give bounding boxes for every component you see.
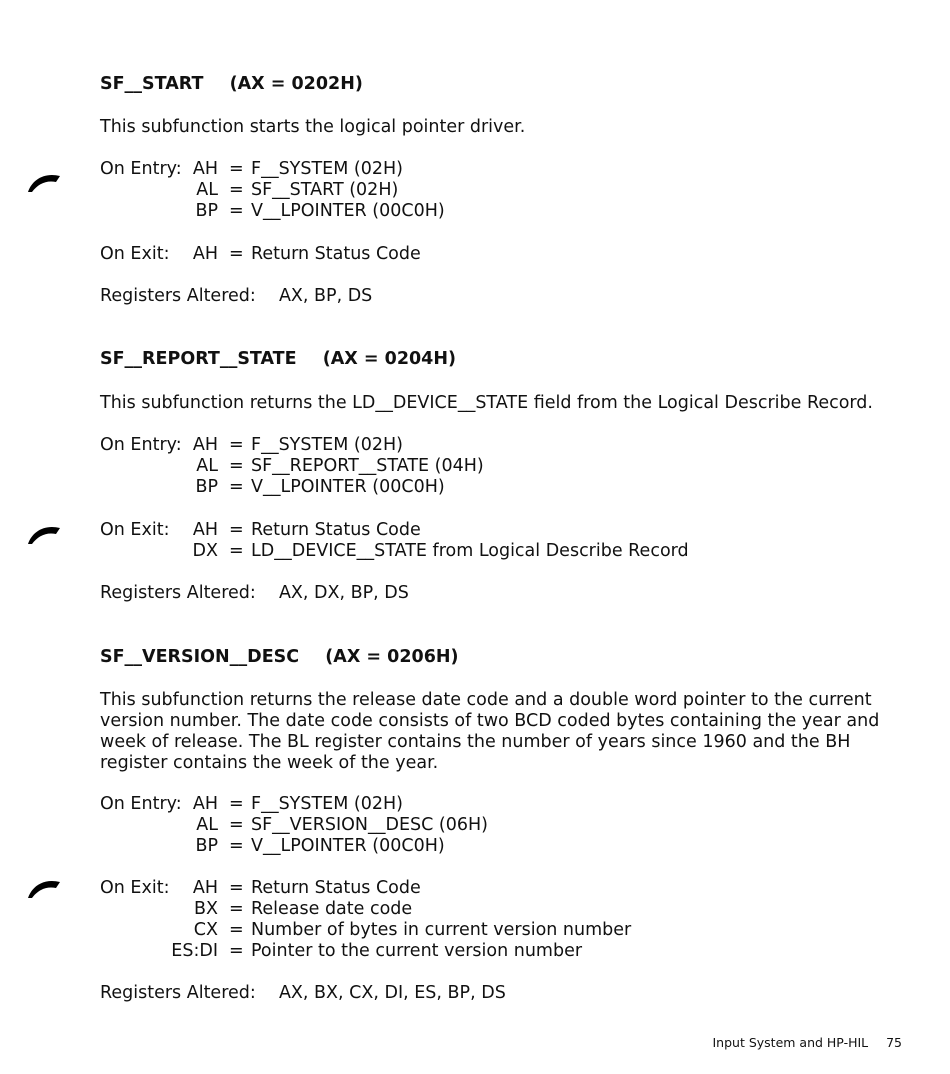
heading-name: SF__START bbox=[100, 74, 204, 94]
page-number: 75 bbox=[886, 1035, 902, 1050]
heading-ax: (AX = 0206H) bbox=[325, 647, 459, 667]
entry-register: AL bbox=[196, 456, 218, 476]
on-exit-label: On Exit: bbox=[100, 878, 170, 898]
heading-name: SF__VERSION__DESC bbox=[100, 647, 300, 667]
entry-register: AL bbox=[196, 815, 218, 835]
section-description: This subfunction starts the logical pointer driver. bbox=[100, 117, 526, 137]
exit-equals: = bbox=[229, 520, 244, 540]
section-heading-sf-version-desc bbox=[100, 647, 459, 668]
exit-equals: = bbox=[229, 244, 244, 264]
exit-equals: = bbox=[229, 541, 244, 561]
exit-register: AH bbox=[192, 878, 218, 898]
entry-value: V__LPOINTER (00C0H) bbox=[251, 477, 445, 497]
entry-equals: = bbox=[229, 180, 244, 200]
registers-altered-value: AX, DX, BP, DS bbox=[278, 583, 409, 603]
registers-altered-value: AX, BP, DS bbox=[278, 286, 373, 306]
entry-value: V__LPOINTER (00C0H) bbox=[251, 201, 445, 221]
margin-mark-icon bbox=[26, 170, 64, 194]
exit-value: LD__DEVICE__STATE from Logical Describe Record bbox=[251, 541, 689, 561]
registers-altered bbox=[100, 583, 409, 604]
entry-equals: = bbox=[229, 477, 244, 497]
exit-register: AH bbox=[192, 244, 218, 264]
entry-equals: = bbox=[229, 201, 244, 221]
entry-value: SF__VERSION__DESC (06H) bbox=[251, 815, 489, 835]
entry-value: F__SYSTEM (02H) bbox=[251, 435, 403, 455]
margin-mark-icon bbox=[26, 522, 64, 546]
exit-register: DX bbox=[192, 541, 218, 561]
entry-register: BP bbox=[195, 201, 218, 221]
entry-value: F__SYSTEM (02H) bbox=[251, 159, 403, 179]
exit-register: AH bbox=[192, 520, 218, 540]
entry-value: V__LPOINTER (00C0H) bbox=[251, 836, 445, 856]
exit-register: CX bbox=[193, 920, 218, 940]
on-exit-label: On Exit: bbox=[100, 520, 170, 540]
exit-equals: = bbox=[229, 920, 244, 940]
exit-value: Release date code bbox=[251, 899, 413, 919]
entry-register: AH bbox=[192, 159, 218, 179]
exit-value: Return Status Code bbox=[251, 244, 421, 264]
exit-equals: = bbox=[229, 899, 244, 919]
footer-text: Input System and HP-HIL bbox=[712, 1035, 869, 1050]
entry-equals: = bbox=[229, 159, 244, 179]
exit-equals: = bbox=[229, 878, 244, 898]
entry-value: SF__START (02H) bbox=[251, 180, 399, 200]
heading-ax: (AX = 0202H) bbox=[229, 74, 363, 94]
heading-ax: (AX = 0204H) bbox=[322, 349, 456, 369]
exit-value: Return Status Code bbox=[251, 878, 421, 898]
registers-altered bbox=[100, 983, 506, 1004]
page-footer bbox=[712, 1035, 902, 1050]
entry-equals: = bbox=[229, 815, 244, 835]
exit-equals: = bbox=[229, 941, 244, 961]
heading-name: SF__REPORT__STATE bbox=[100, 349, 297, 369]
entry-register: AH bbox=[192, 794, 218, 814]
exit-register: ES:DI bbox=[171, 941, 218, 961]
section-heading-sf-start bbox=[100, 74, 363, 95]
entry-equals: = bbox=[229, 794, 244, 814]
entry-value: F__SYSTEM (02H) bbox=[251, 794, 403, 814]
entry-register: AL bbox=[196, 180, 218, 200]
exit-value: Return Status Code bbox=[251, 520, 421, 540]
section-description: This subfunction returns the release date code and a double word pointer to the current version number. The date code consists of two BCD coded bytes containing the year and week of release. The BL register contains the number of years since 1960 and the BH register contains the week of the year. bbox=[100, 690, 880, 773]
section-description: This subfunction returns the LD__DEVICE__STATE field from the Logical Describe Record. bbox=[100, 393, 873, 413]
exit-value: Number of bytes in current version number bbox=[251, 920, 632, 940]
section-heading-sf-report-state bbox=[100, 349, 456, 370]
registers-altered-label: Registers Altered: bbox=[100, 583, 256, 603]
entry-value: SF__REPORT__STATE (04H) bbox=[251, 456, 484, 476]
entry-equals: = bbox=[229, 435, 244, 455]
registers-altered-label: Registers Altered: bbox=[100, 983, 256, 1003]
on-entry-label: On Entry: bbox=[100, 159, 182, 179]
entry-register: BP bbox=[195, 836, 218, 856]
on-entry-label: On Entry: bbox=[100, 435, 182, 455]
exit-value: Pointer to the current version number bbox=[251, 941, 583, 961]
entry-register: BP bbox=[195, 477, 218, 497]
on-exit-label: On Exit: bbox=[100, 244, 170, 264]
registers-altered bbox=[100, 286, 372, 307]
entry-equals: = bbox=[229, 456, 244, 476]
margin-mark-icon bbox=[26, 876, 64, 900]
entry-equals: = bbox=[229, 836, 244, 856]
on-entry-label: On Entry: bbox=[100, 794, 182, 814]
entry-register: AH bbox=[192, 435, 218, 455]
registers-altered-value: AX, BX, CX, DI, ES, BP, DS bbox=[278, 983, 506, 1003]
exit-register: BX bbox=[194, 899, 218, 919]
registers-altered-label: Registers Altered: bbox=[100, 286, 256, 306]
